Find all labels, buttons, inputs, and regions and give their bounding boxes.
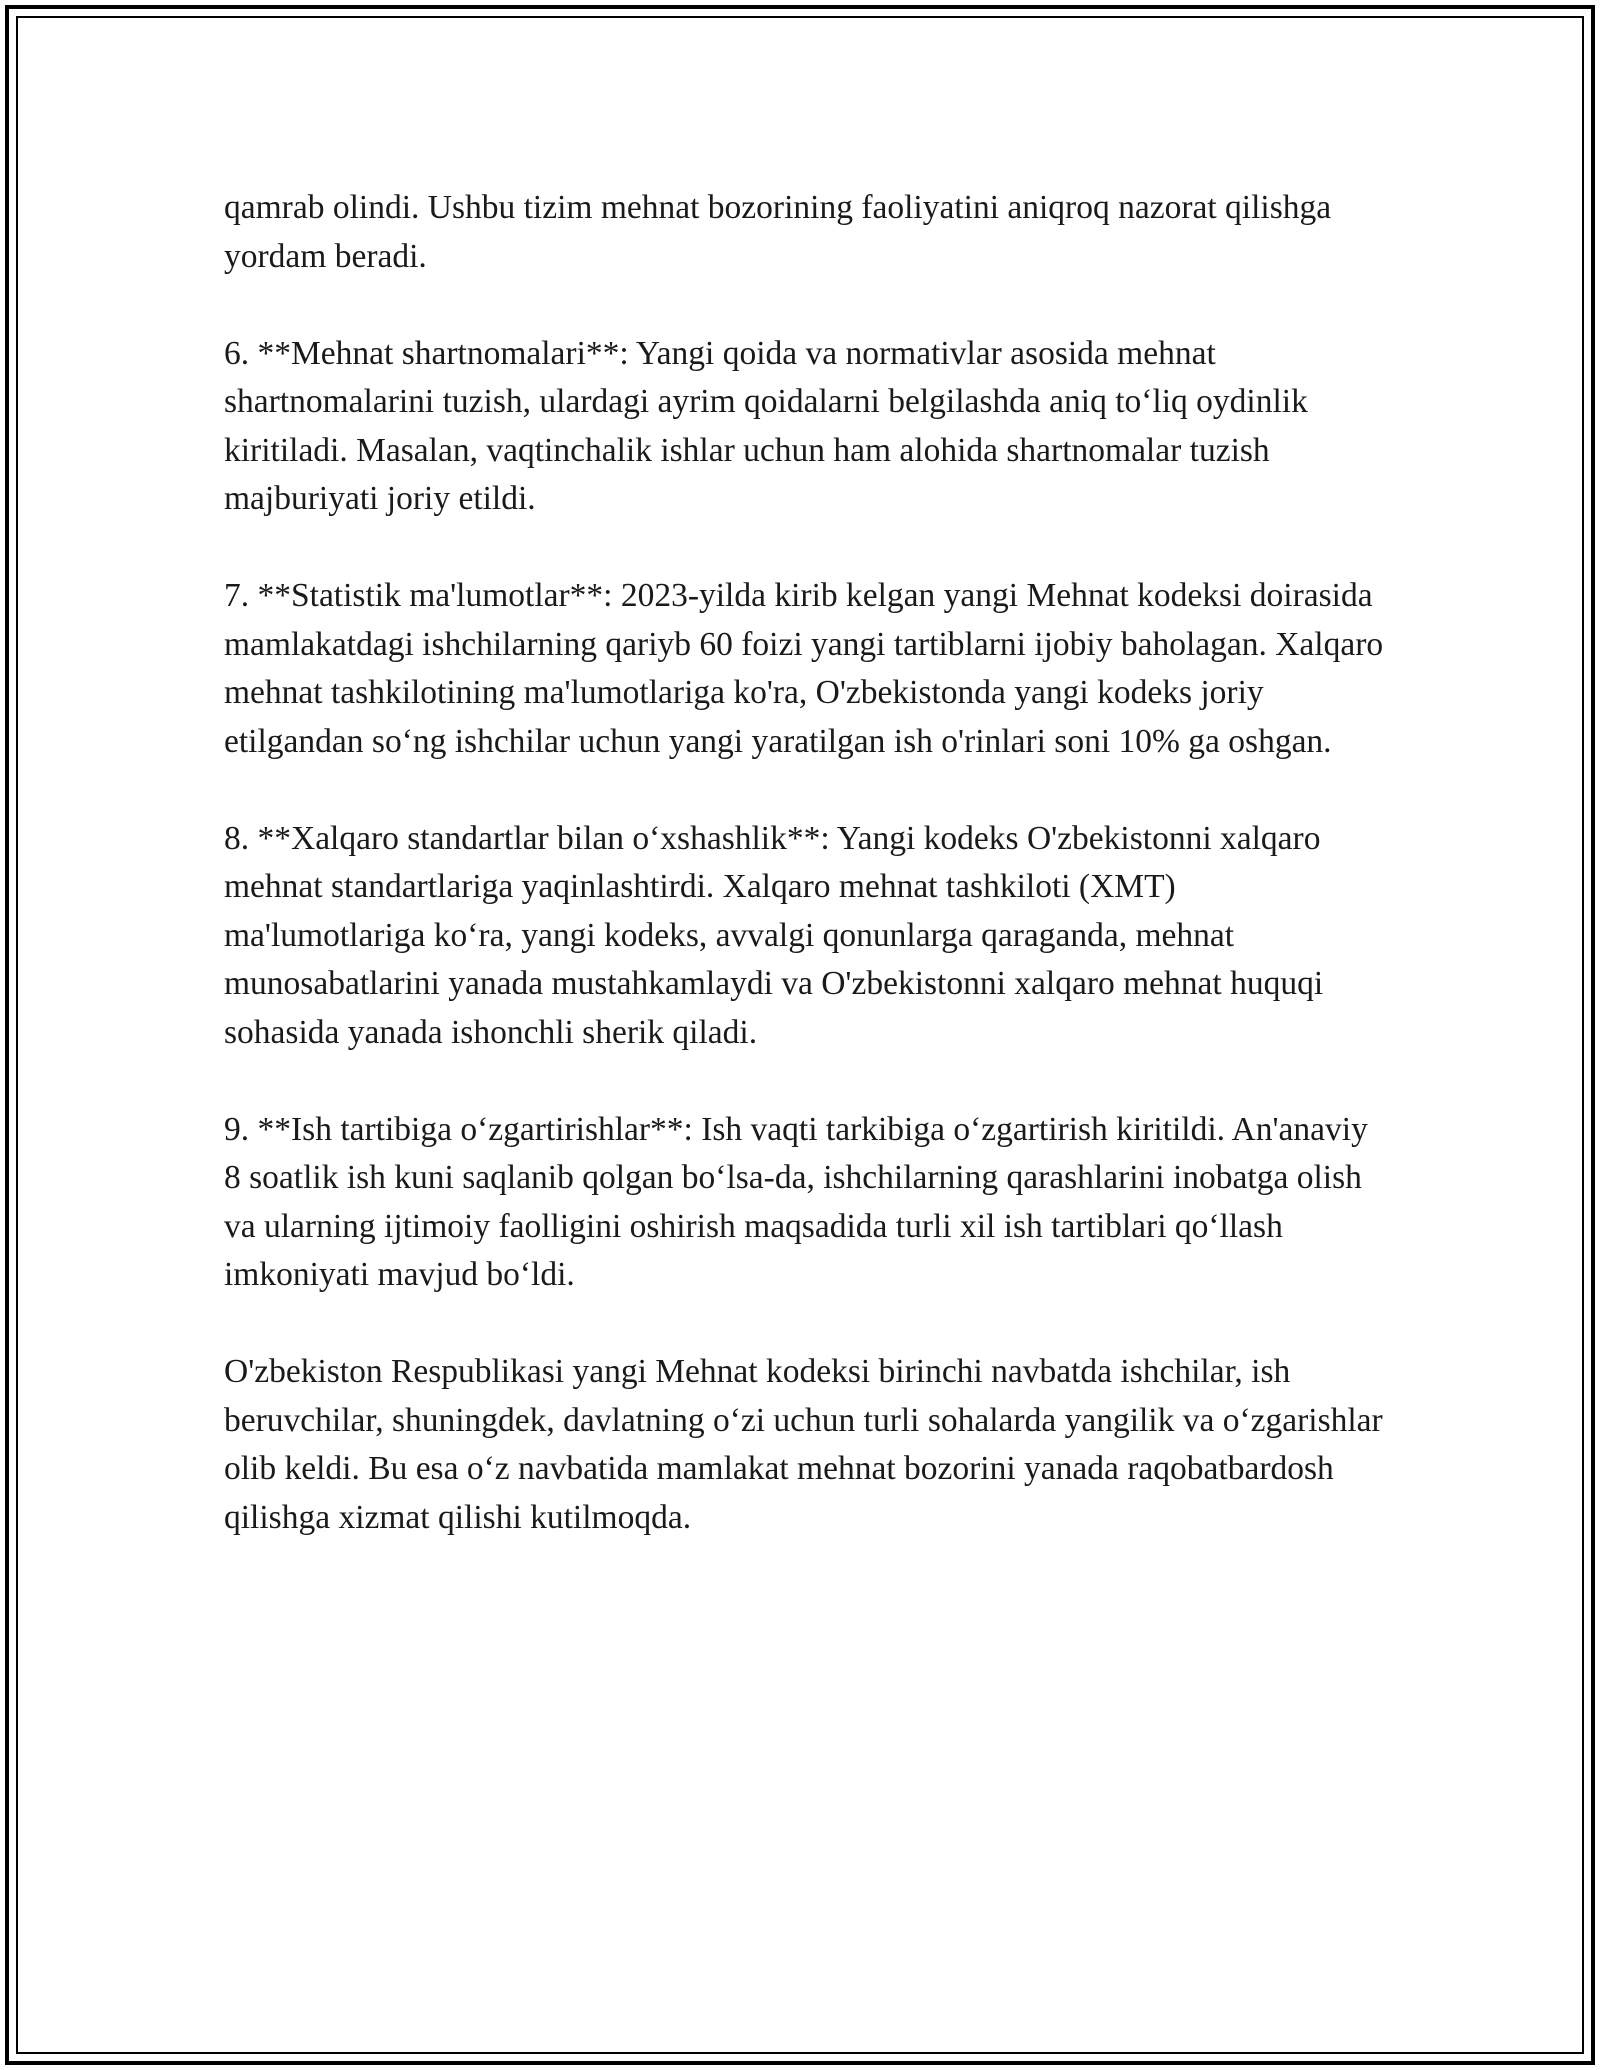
paragraph-item-6-labor-contracts: 6. **Mehnat shartnomalari**: Yangi qoida va normativlar asosida mehnat shartnomalarini tuzish, ulardagi ayrim qoidalarni belgilashda aniq to‘liq oydinlik kiritiladi. Masalan, vaqtinchalik ishlar uchun ham alohida shartnomalar tuzish majburiyati joriy etildi. (224, 334, 1308, 517)
paragraph-item-8-international-standards: 8. **Xalqaro standartlar bilan o‘xshashlik**: Yangi kodeks O'zbekistonni xalqaro mehnat standartlariga yaqinlashtirdi. Xalqaro mehnat tashkiloti (XMT) ma'lumotlariga ko‘ra, yangi kodeks, avvalgi qonunlarga qaraganda, mehnat munosabatlarini yanada mustahkamlaydi va O'zbekistonni xalqaro mehnat huquqi sohasida yanada ishonchli sherik qiladi. (224, 819, 1324, 1051)
paragraph-conclusion: O'zbekiston Respublikasi yangi Mehnat kodeksi birinchi navbatda ishchilar, ish beruvchilar, shuningdek, davlatning o‘zi uchun turli sohalarda yangilik va o‘zgarishlar olib keldi. Bu esa o‘z navbatida mamlakat mehnat bozorini yanada raqobatbardosh qilishga xizmat qilishi kutilmoqda. (224, 1353, 1383, 1536)
paragraph-continuation: qamrab olindi. Ushbu tizim mehnat bozorining faoliyatini aniqroq nazorat qilishga yordam beradi. (224, 189, 1332, 275)
document-body (224, 184, 1384, 1542)
paragraph-item-7-statistics: 7. **Statistik ma'lumotlar**: 2023-yilda kirib kelgan yangi Mehnat kodeksi doirasida mamlakatdagi ishchilarning qariyb 60 foizi yangi tartiblarni ijobiy baholagan. Xalqaro mehnat tashkilotining ma'lumotlariga ko'ra, O'zbekistonda yangi kodeks joriy etilgandan so‘ng ishchilar uchun yangi yaratilgan ish o'rinlari soni 10% ga oshgan. (224, 577, 1384, 760)
paragraph-item-9-work-schedule: 9. **Ish tartibiga o‘zgartirishlar**: Ish vaqti tarkibiga o‘zgartirish kiritildi. An'anaviy 8 soatlik ish kuni saqlanib qolgan bo‘lsa-da, ishchilarning qarashlarini inobatga olish va ularning ijtimoiy faolligini oshirish maqsadida turli xil ish tartiblari qo‘llash imkoniyati mavjud bo‘ldi. (224, 1110, 1368, 1293)
